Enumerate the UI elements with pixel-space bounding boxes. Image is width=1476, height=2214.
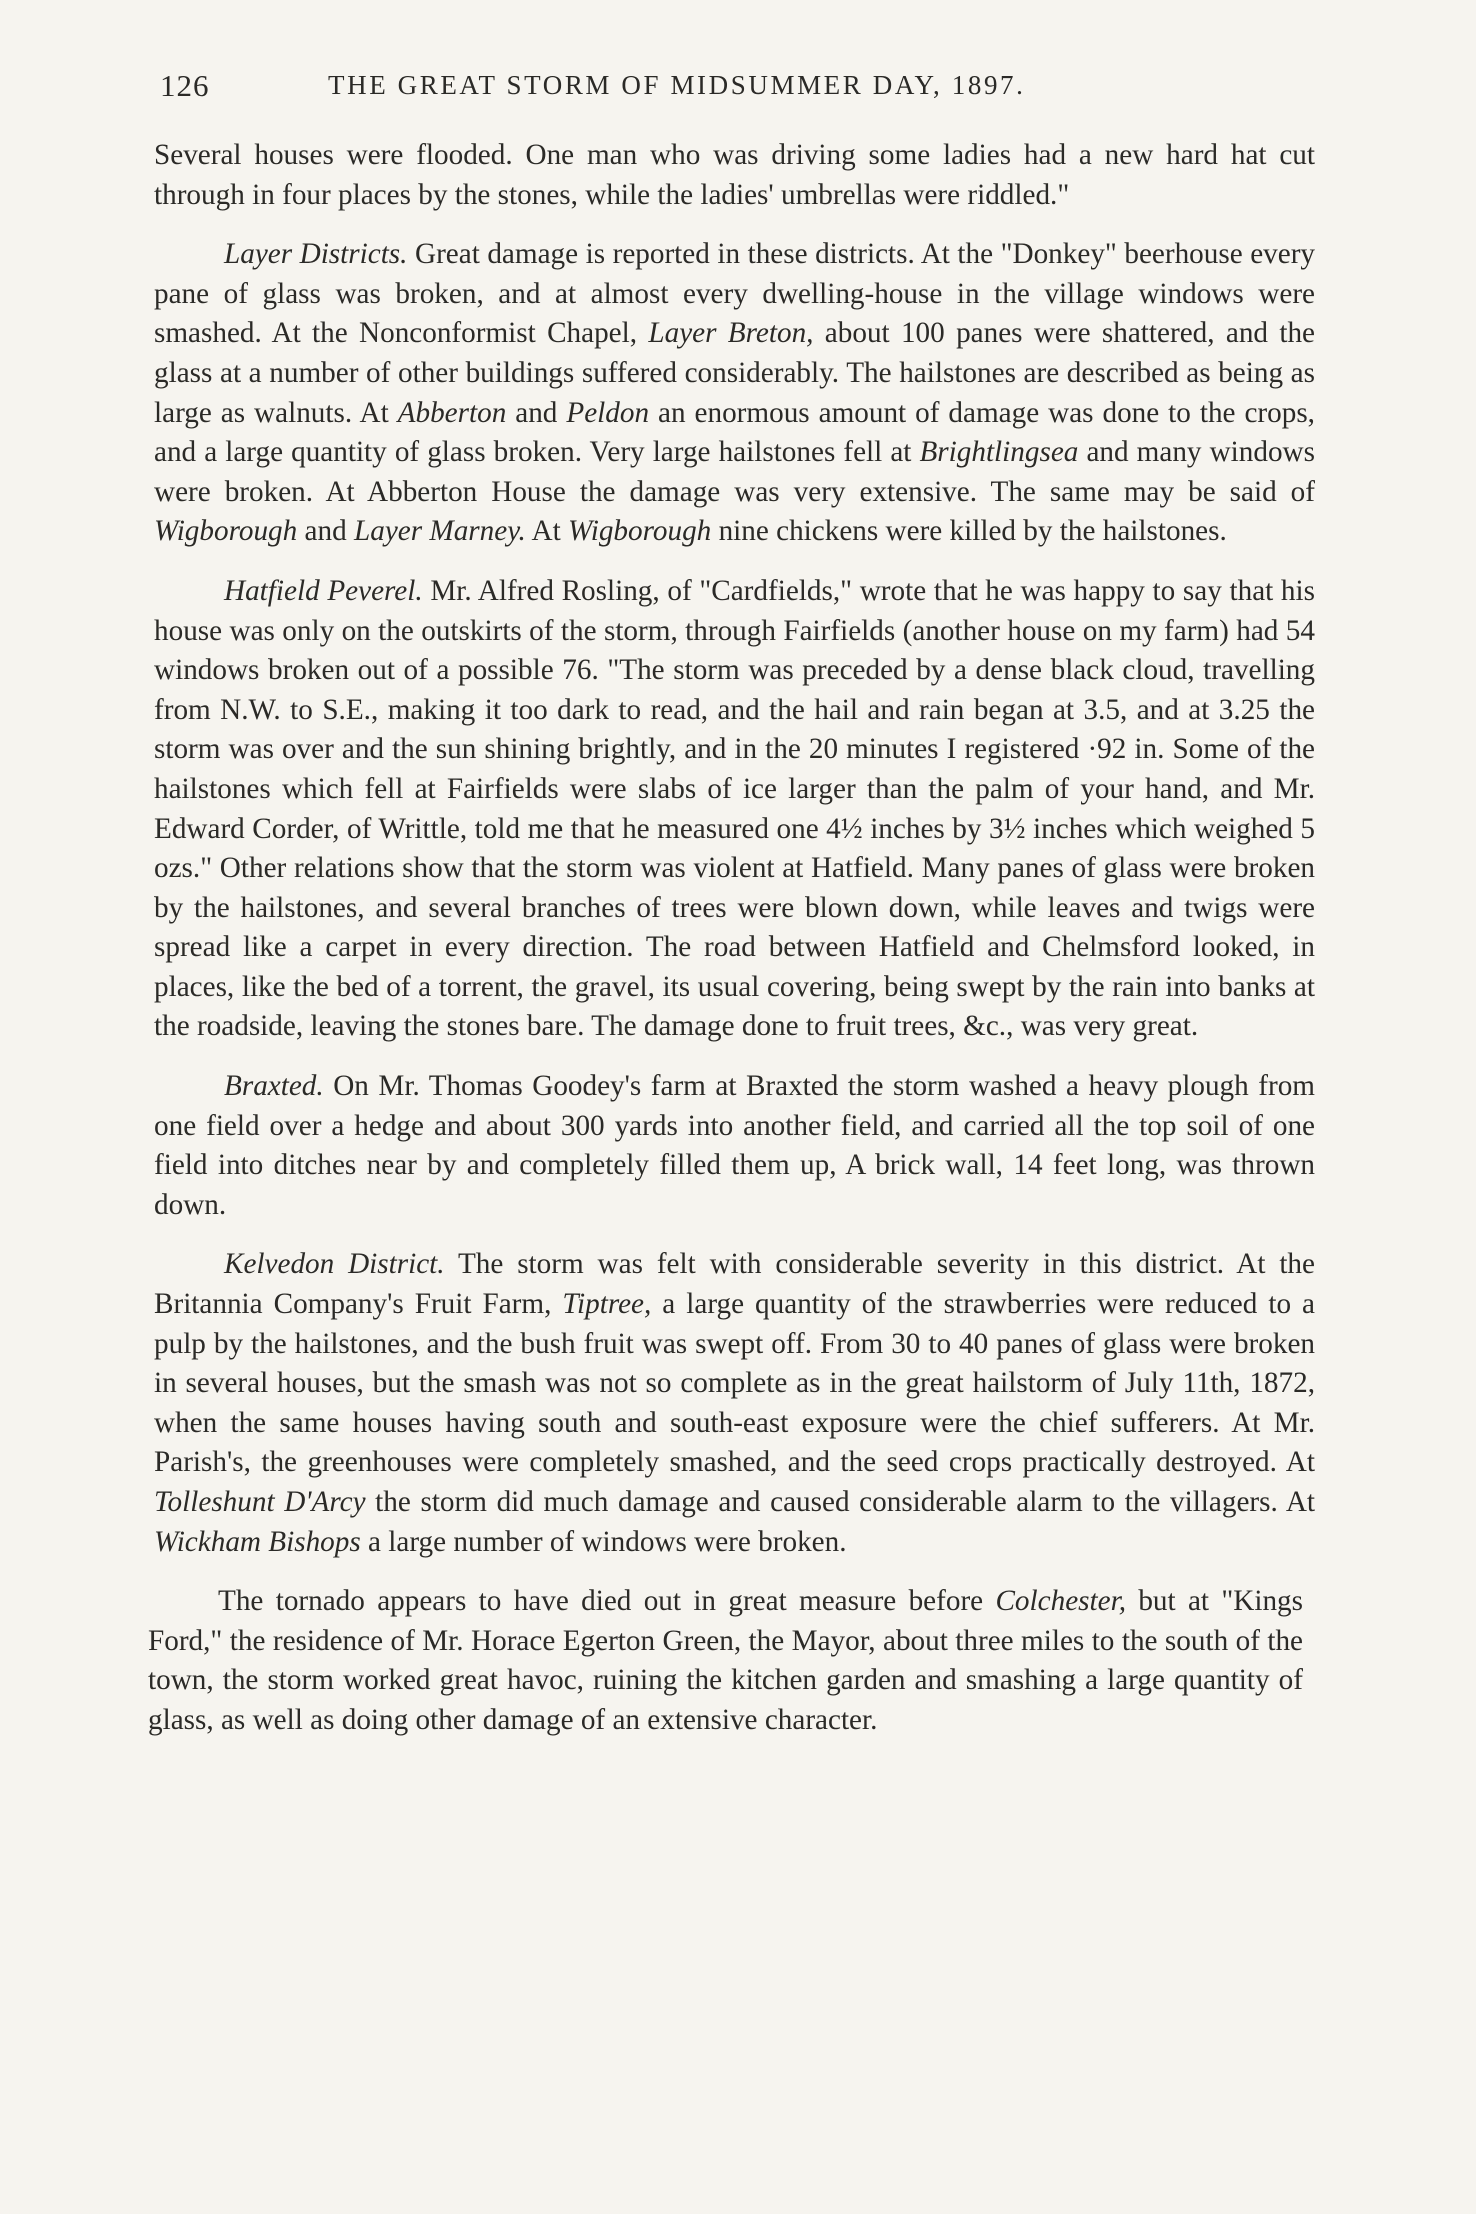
section-heading: Braxted. [224, 1070, 324, 1103]
text-run: a large number of windows were broken. [360, 1525, 847, 1558]
text-run: At [525, 515, 569, 548]
body-text [148, 136, 1316, 1761]
text-run: a large quantity of the strawberries were reduced to a pulp by the hailstones, and the bush fruit was swept off. From 30 to 40 panes of glass were broken in several houses, but the smash was not so complete as in the great hailstorm of July 11th, 1872, when the same houses having south and south-east exposure were the chief sufferers. At Mr. Parish's, the greenhouses were completely smashed, and the seed crops practically destroyed. At [154, 1288, 1316, 1479]
text-run: an enormous amount of damage was done to the crops, and a large quantity of glass broken. Very large hailstones fell at [154, 396, 1315, 469]
place-name: Layer Breton, [648, 317, 814, 350]
place-name: Abberton [397, 396, 507, 429]
paragraph-kelvedon-district [154, 1245, 1315, 1562]
section-heading: Kelvedon District. [224, 1248, 445, 1281]
text-run: but at "Kings Ford," the residence of Mr. Horace Egerton Green, the Mayor, about three miles to the south of the town, the storm worked great havoc, ruining the kitchen garden and smashing a large quantity of glass, as well as doing other damage of an extensive character. [148, 1585, 1303, 1736]
paragraph-braxted [154, 1067, 1315, 1225]
page-number: 126 [160, 68, 210, 103]
place-name: Peldon [566, 396, 650, 429]
text-run: and [506, 396, 567, 429]
running-title: THE GREAT STORM OF MIDSUMMER DAY, 1897. [328, 70, 1026, 100]
page-header [160, 68, 1310, 112]
text-run: On Mr. Thomas Goodey's farm at Braxted the storm washed a heavy plough from one field over a hedge and about 300 yards into another field, and carried all the top soil of one field into ditches near by and completely filled them up, A brick wall, 14 feet long, was thrown down. [154, 1070, 1315, 1221]
paragraph-colchester [148, 1582, 1303, 1740]
text-run: The tornado appears to have died out in great measure before [218, 1585, 996, 1618]
text-run: The storm was felt with considerable severity in this district. At the Britannia Company's Fruit Farm, [154, 1248, 1315, 1321]
text-run: and many windows were broken. At Abberton House the damage was very extensive. The same may be said of [154, 436, 1315, 508]
place-name: Colchester, [995, 1585, 1126, 1618]
place-name: Tiptree, [562, 1288, 652, 1321]
place-name: Wickham Bishops [154, 1525, 361, 1558]
paragraph-continuation [154, 136, 1315, 215]
paragraph-layer-districts [154, 235, 1315, 552]
section-heading: Layer Districts. [224, 238, 408, 271]
text-run: and [297, 515, 354, 548]
text-run: Mr. Alfred Rosling, of "Cardfields," wrote that he was happy to say that his house was only on the outskirts of the storm, through Fairfields (another house on my farm) had 54 windows broken out of a possible 76. "The storm was preceded by a dense black cloud, travelling from N.W. to S.E., making it too dark to read, and the hail and rain began at 3.5, and at 3.25 the storm was over and the sun shining brightly, and in the 20 minutes I registered ·92 in. Some of the hailstones which fell at Fairfields were slabs of ice larger than the palm of your hand, and Mr. Edward Corder, of Writtle, told me that he measured one 4½ inches by 3½ inches which weighed 5 ozs." Other relations show that the storm was violent at Hatfield. Many panes of glass were broken by the hailstones, and several branches of trees were blown down, while leaves and twigs were spread like a carpet in every direction. The road between Hatfield and Chelmsford looked, in places, like the bed of a torrent, the gravel, its usual covering, being swept by the rain into banks at the roadside, leaving the stones bare. The damage done to fruit trees, &c., was very great. [154, 574, 1315, 1043]
paragraph-text: Several houses were flooded. One man who was driving some ladies had a new hard hat cut through in four places by the stones, while the ladies' umbrellas were riddled." [154, 139, 1315, 211]
text-run: Great damage is reported in these districts. At the "Donkey" beerhouse every pane of glass was broken, and at almost every dwelling-house in the village windows were smashed. At the Nonconformist Chapel, [154, 238, 1316, 350]
place-name: Layer Marney. [354, 515, 526, 548]
section-heading: Hatfield Peverel. [224, 574, 423, 607]
paragraph-hatfield-peverel [154, 572, 1315, 1047]
place-name: Tolleshunt D'Arcy [154, 1486, 366, 1518]
text-run: about 100 panes were shattered, and the glass at a number of other buildings suffered considerably. The hailstones are described as being as large as walnuts. At [154, 317, 1315, 429]
place-name: Wigborough [154, 515, 298, 548]
text-run: nine chickens were killed by the hailstones. [711, 515, 1227, 548]
place-name: Wigborough [568, 515, 712, 548]
text-run: the storm did much damage and caused considerable alarm to the villagers. At [365, 1486, 1316, 1518]
place-name: Brightlingsea [919, 436, 1079, 469]
